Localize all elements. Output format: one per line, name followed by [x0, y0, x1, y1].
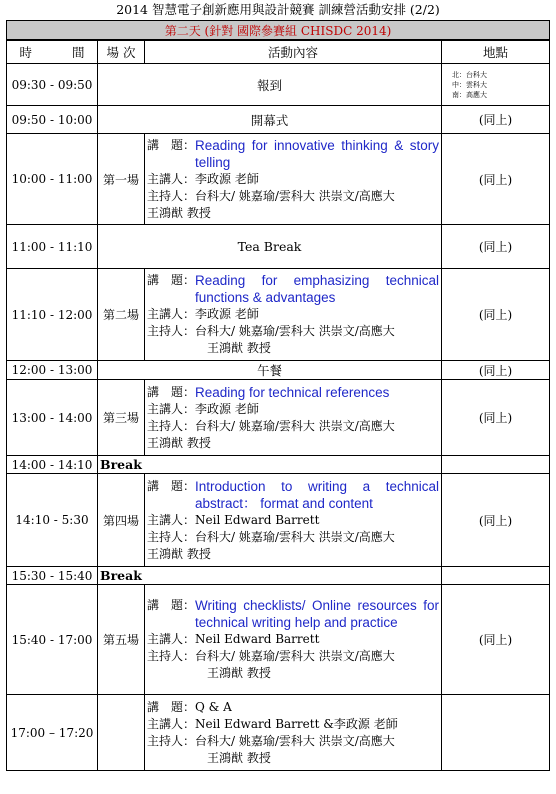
activity-cell — [145, 474, 442, 567]
location-cell — [442, 456, 550, 474]
row-opening — [7, 106, 550, 134]
speaker-line: 主講人： 李政源 老師 — [147, 401, 439, 418]
document-title: 2014 智慧電子創新應用與設計競賽 訓練營活動安排 (2/2) — [116, 2, 440, 17]
speaker-text: 李政源 老師 — [195, 171, 259, 186]
location-cell: (同上) — [442, 225, 550, 269]
time-cell: 12:00 - 13:00 — [7, 361, 98, 380]
session-cell: 第三場 — [98, 380, 145, 456]
host-line-cont: 王鴻猷 教授 — [147, 205, 211, 220]
session-cell — [98, 695, 145, 771]
row-qa — [7, 695, 550, 771]
speaker-text: Neil Edward Barrett — [195, 512, 320, 527]
row-tea-break — [7, 225, 550, 269]
topic-line: 講 題： Reading for emphasizing technical functions & advantages — [147, 273, 439, 305]
location-cell: (同上) — [442, 269, 550, 361]
location-cell: (同上) — [442, 134, 550, 225]
activity-cell: 報到 — [98, 64, 442, 106]
topic-line: 講 題： Introduction to writing a technical abstract： format and content — [147, 478, 439, 511]
speaker-line: 主講人： Neil Edward Barrett — [147, 512, 439, 529]
session-cell: 第五場 — [98, 585, 145, 695]
topic-text: Introduction to writing a technical abstract： format and content — [195, 478, 439, 511]
topic-text: Q & A — [195, 699, 232, 714]
host-line-cont: 王鴻猷 教授 — [147, 435, 211, 450]
header-row — [7, 40, 550, 64]
speaker-line: 主講人： 李政源 老師 — [147, 171, 439, 188]
header-time: 時 間 — [7, 40, 98, 64]
activity-cell — [145, 134, 442, 225]
topic-text: Reading for technical references — [195, 384, 390, 400]
host-line-cont: 王鴻猷 教授 — [207, 341, 271, 355]
host-line-cont: 王鴻猷 教授 — [207, 666, 271, 680]
location-cell: (同上) — [442, 106, 550, 134]
header-session: 場 次 — [98, 40, 145, 64]
row-session-4 — [7, 474, 550, 567]
topic-line: 講 題： Q & A — [147, 699, 439, 716]
activity-cell: Break — [98, 456, 442, 474]
location-cell — [442, 695, 550, 771]
session-cell: 第二場 — [98, 269, 145, 361]
row-break-3 — [7, 567, 550, 585]
speaker-text: 李政源 老師 — [195, 307, 259, 321]
time-cell: 11:00 - 11:10 — [7, 225, 98, 269]
location-cell — [442, 567, 550, 585]
activity-cell: Break — [98, 567, 442, 585]
row-session-1 — [7, 134, 550, 225]
topic-text: Reading for emphasizing technical functions & advantages — [195, 273, 439, 305]
schedule-table — [6, 20, 550, 771]
host-line-cont: 王鴻猷 教授 — [147, 546, 211, 561]
speaker-line: 主講人： Neil Edward Barrett &李政源 老師 — [147, 716, 439, 733]
activity-cell — [145, 269, 442, 361]
time-cell: 15:40 - 17:00 — [7, 585, 98, 695]
topic-line: 講 題： Reading for innovative thinking & story telling — [147, 137, 439, 170]
activity-cell: Tea Break — [98, 225, 442, 269]
speaker-line: 主講人： Neil Edward Barrett — [147, 631, 439, 648]
location-south: 南：高應大 — [452, 90, 487, 99]
location-cell: (同上) — [442, 585, 550, 695]
activity-cell — [145, 585, 442, 695]
location-north: 北：台科大 — [452, 70, 487, 79]
topic-line: 講 題： Writing checklists/ Online resources for technical writing help and practice — [147, 598, 439, 630]
activity-cell — [145, 380, 442, 456]
host-line-cont: 王鴻猷 教授 — [207, 750, 271, 765]
row-session-3 — [7, 380, 550, 456]
topic-text: Writing checklists/ Online resources for technical writing help and practice — [195, 598, 439, 630]
row-session-5 — [7, 585, 550, 695]
time-cell: 11:10 - 12:00 — [7, 269, 98, 361]
host-line: 主持人： 台科大/ 姚嘉瑜/雲科大 洪崇文/高應大 — [147, 649, 395, 663]
speaker-text: Neil Edward Barrett — [195, 632, 320, 646]
time-cell: 13:00 - 14:00 — [7, 380, 98, 456]
location-cell: (同上) — [442, 361, 550, 380]
speaker-text: 李政源 老師 — [195, 401, 259, 416]
time-cell: 09:50 - 10:00 — [7, 106, 98, 134]
row-break-2 — [7, 456, 550, 474]
row-checkin — [7, 64, 550, 106]
speaker-line: 主講人： 李政源 老師 — [147, 306, 439, 323]
row-session-2 — [7, 269, 550, 361]
time-cell: 10:00 - 11:00 — [7, 134, 98, 225]
location-cell: (同上) — [442, 380, 550, 456]
host-line: 主持人： 台科大/ 姚嘉瑜/雲科大 洪崇文/高應大 — [147, 188, 395, 203]
topic-line: 講 題： Reading for technical references — [147, 384, 439, 401]
host-line: 主持人： 台科大/ 姚嘉瑜/雲科大 洪崇文/高應大 — [147, 733, 395, 748]
time-cell: 14:10 - 5:30 — [7, 474, 98, 567]
topic-text: Reading for innovative thinking & story telling — [195, 137, 439, 170]
location-central: 中：雲科大 — [452, 80, 487, 89]
time-cell: 17:00 – 17:20 — [7, 695, 98, 771]
day-banner-row — [7, 21, 550, 41]
speaker-text: Neil Edward Barrett &李政源 老師 — [195, 716, 398, 731]
time-cell: 15:30 - 15:40 — [7, 567, 98, 585]
location-cell: (同上) — [442, 474, 550, 567]
session-cell: 第一場 — [98, 134, 145, 225]
day-banner: 第二天 (針對 國際參賽組 CHISDC 2014) — [7, 21, 550, 41]
header-activity: 活動內容 — [145, 40, 442, 64]
time-cell: 09:30 - 09:50 — [7, 64, 98, 106]
location-list — [442, 64, 550, 106]
host-line: 主持人： 台科大/ 姚嘉瑜/雲科大 洪崇文/高應大 — [147, 418, 395, 433]
time-cell: 14:00 - 14:10 — [7, 456, 98, 474]
activity-cell: 午餐 — [98, 361, 442, 380]
activity-cell: 開幕式 — [98, 106, 442, 134]
session-cell: 第四場 — [98, 474, 145, 567]
row-lunch — [7, 361, 550, 380]
host-line: 主持人： 台科大/ 姚嘉瑜/雲科大 洪崇文/高應大 — [147, 324, 395, 338]
host-line: 主持人： 台科大/ 姚嘉瑜/雲科大 洪崇文/高應大 — [147, 529, 395, 544]
header-location: 地點 — [442, 40, 550, 64]
activity-cell — [145, 695, 442, 771]
